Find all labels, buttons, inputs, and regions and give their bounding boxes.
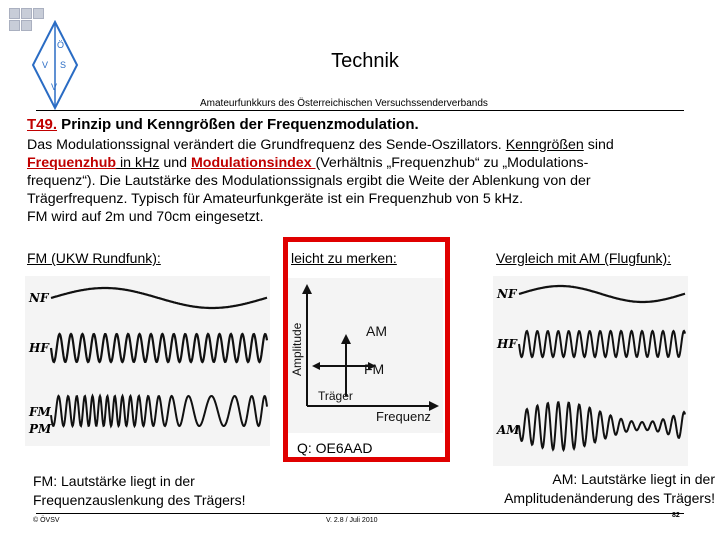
body-text: in kHz: [116, 155, 160, 171]
body-line-3: frequenz“). Die Lautstärke des Modulationssignals ergibt die Weite der Ablenkung von der: [27, 173, 591, 189]
svg-text:S: S: [60, 60, 67, 70]
am-fm-axes-diagram: [288, 278, 443, 433]
body-text: (Verhältnis „Frequenzhub“ zu „Modulations-: [315, 155, 589, 171]
section-heading: [27, 116, 419, 133]
body-paragraph: [27, 136, 707, 226]
label-am: AM: [366, 323, 387, 339]
body-line-1: [27, 136, 707, 154]
term-kenngroessen: Kenngrößen: [505, 137, 584, 153]
am-caption-line: AM: Lautstärke liegt in der: [552, 471, 715, 487]
svg-text:V: V: [51, 82, 58, 92]
label-traeger: Träger: [318, 389, 353, 403]
decor-square: [9, 20, 20, 31]
column-heading-fm: FM (UKW Rundfunk):: [27, 250, 161, 266]
term-frequenzhub: Frequenzhub: [27, 155, 117, 171]
wave-label-am: AM: [497, 423, 520, 437]
am-caption-line: Amplitudenänderung des Trägers!: [504, 490, 715, 506]
wave-label-pm: PM: [29, 422, 52, 436]
label-fm: FM: [364, 361, 385, 377]
wave-label-nf: NF: [29, 291, 49, 305]
decor-square: [9, 8, 20, 19]
footer-version: V. 2.8 / Juli 2010: [326, 517, 378, 524]
wave-label-nf: NF: [497, 287, 517, 301]
section-title: Prinzip und Kenngrößen der Frequenzmodulation.: [57, 116, 419, 133]
am-waveform-figure: [493, 276, 688, 466]
source-callsign: Q: OE6AAD: [297, 440, 373, 456]
fm-caption: [33, 472, 245, 510]
body-line-2: [27, 154, 707, 172]
svg-text:V: V: [42, 60, 49, 70]
svg-text:Ö: Ö: [57, 40, 65, 50]
column-heading-am: Vergleich mit AM (Flugfunk):: [496, 250, 672, 266]
body-text: Das Modulationssignal verändert die Grundfrequenz des Sende-Oszillators.: [27, 137, 506, 153]
wave-label-hf: HF: [29, 341, 49, 355]
footer-page-number: 82: [672, 512, 680, 519]
footer-copyright: © ÖVSV: [33, 517, 60, 524]
fm-waveform-figure: [25, 276, 270, 446]
footer-divider: [36, 513, 684, 514]
wave-label-hf: HF: [497, 337, 517, 351]
fm-caption-line: FM: Lautstärke liegt in der: [33, 473, 195, 489]
section-number: T49.: [27, 116, 58, 133]
body-text: und: [159, 155, 191, 171]
decor-square: [21, 8, 32, 19]
term-modulationsindex: Modulationsindex: [190, 155, 316, 171]
body-text: sind: [583, 137, 614, 153]
ovsv-logo-icon: [30, 20, 80, 110]
axis-label-frequenz: Frequenz: [376, 409, 431, 424]
decor-square: [33, 8, 44, 19]
page-subtitle: Amateurfunkkurs des Österreichischen Versuchssenderverbands: [200, 98, 488, 109]
fm-caption-line: Frequenzauslenkung des Trägers!: [33, 492, 246, 508]
page-title: Technik: [331, 50, 399, 72]
wave-label-fm: FM: [29, 405, 51, 419]
am-caption: [470, 470, 715, 508]
header-divider: [36, 110, 684, 111]
body-line-5: FM wird auf 2m und 70cm eingesetzt.: [27, 209, 264, 225]
axis-label-amplitude: Amplitude: [290, 322, 304, 376]
column-heading-middle: leicht zu merken:: [291, 250, 397, 266]
body-line-4: Trägerfrequenz. Typisch für Amateurfunkgeräte ist ein Frequenzhub von 5 kHz.: [27, 191, 524, 207]
